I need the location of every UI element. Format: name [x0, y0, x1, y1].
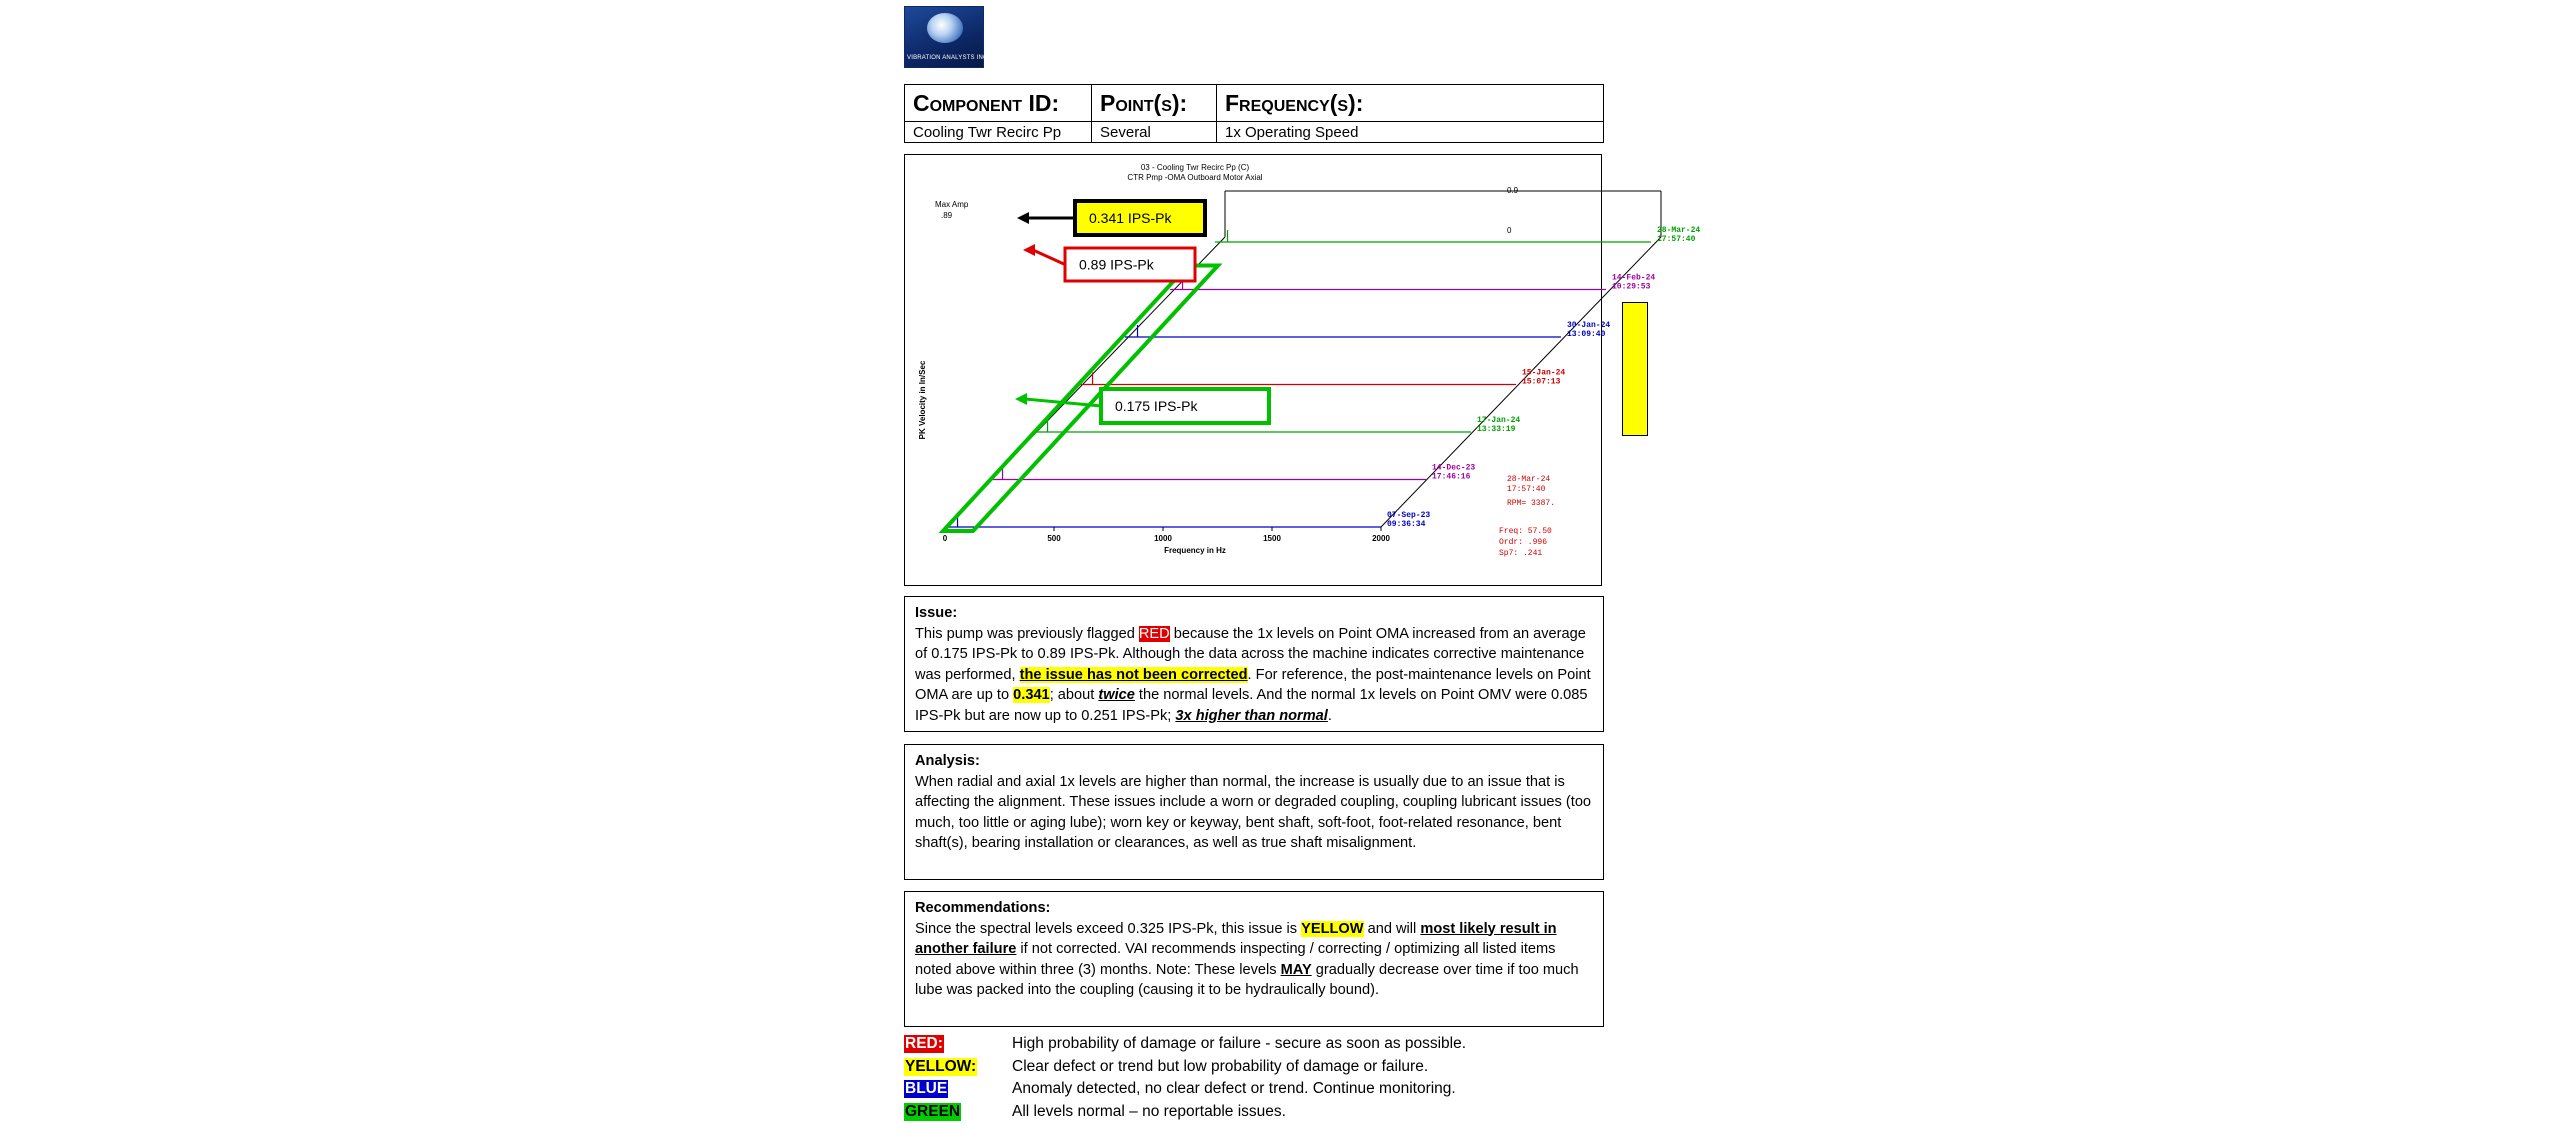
waterfall-svg [905, 155, 1701, 587]
points-value: Several [1092, 122, 1217, 143]
rec-yellow: YELLOW [1301, 920, 1364, 937]
legend-row-yellow [904, 1057, 1604, 1080]
rec-likely: most likely result in another failure [915, 920, 1557, 957]
header-table [904, 84, 1604, 143]
issue-not-corrected: the issue has not been corrected [1019, 666, 1248, 683]
x-tick-label-2: 1000 [1154, 534, 1172, 543]
x-axis-label: Frequency in Hz [1164, 546, 1226, 555]
rec-text: if not corrected. VAI recommends inspecting / correcting / optimizing all listed items noted above within three (3) months. Note: These levels [915, 941, 1556, 978]
cursor-ordr: Ordr: .996 [1499, 538, 1548, 547]
series-time-label-3: 15:07:13 [1522, 377, 1561, 387]
points-label: Point(s): [1092, 85, 1217, 122]
max-amp-label: Max Amp [935, 200, 969, 209]
callout-arrowhead-0 [1017, 212, 1029, 224]
series-time-label-0: 17:57:40 [1657, 235, 1696, 244]
legend-row-blue [904, 1079, 1604, 1102]
issue-text: . For reference, the post-maintenance levels on Point OMA are up to [915, 666, 1591, 703]
issue-text: ; about [1049, 687, 1099, 703]
cursor-freq: Freq: 57.50 [1499, 527, 1552, 536]
recommendations-body [915, 919, 1593, 1001]
cursor-rpm: RPM= 3387. [1507, 499, 1556, 508]
issue-text: This pump was previously flagged [915, 625, 1139, 642]
recommendations-section [904, 891, 1604, 1027]
recommendations-title: Recommendations: [915, 900, 1051, 916]
frequency-value: 1x Operating Speed [1217, 122, 1604, 143]
legend-desc-yellow: Clear defect or trend but low probability of damage or failure. [1012, 1057, 1429, 1075]
issue-red-flag: RED [1138, 625, 1170, 642]
cursor-date: 28-Mar-24 [1507, 475, 1551, 484]
rec-text: and will [1363, 920, 1421, 937]
issue-body [915, 624, 1593, 727]
series-time-label-5: 17:46:16 [1432, 472, 1471, 482]
rec-text: gradually decrease over time if too much lube was packed into the coupling (causing it to be hydraulically bound). [915, 961, 1579, 998]
scale-top-label: 0.9 [1507, 186, 1519, 195]
x-tick-label-0: 0 [942, 534, 948, 543]
rec-text: Since the spectral levels exceed 0.325 IPS-Pk, this issue is [915, 920, 1302, 937]
severity-legend [904, 1034, 1604, 1124]
issue-title: Issue: [915, 605, 958, 621]
issue-twice: twice [1098, 687, 1135, 703]
series-date-label-0: 28-Mar-24 [1657, 226, 1701, 235]
callout-text-2: 0.175 IPS-Pk [1115, 398, 1198, 414]
component-id-label: Component ID: [905, 85, 1092, 122]
legend-desc-blue: Anomaly detected, no clear defect or trend. Continue monitoring. [1012, 1080, 1456, 1097]
callout-arrowhead-2 [1015, 393, 1027, 405]
frequency-label: Frequency(s): [1217, 85, 1604, 122]
x-tick-label-4: 2000 [1372, 534, 1390, 543]
analysis-body: When radial and axial 1x levels are higher than normal, the increase is usually due to an issue that is affecting the alignment. These issues include a worn or degraded coupling, coupling lubricant issues (too much, too little or aging lube); worn key or keyway, bent shaft, soft-foot, foot-related resonance, bent shaft(s), bearing installation or clearances, as well as true shaft misalignment. [915, 773, 1592, 851]
issue-value: 0.341 [1013, 687, 1050, 703]
chart-title-line1: 03 - Cooling Twr Recirc Pp (C) [1140, 163, 1250, 172]
legend-tag-blue: BLUE [905, 1080, 948, 1097]
legend-tag-green: GREEN [905, 1102, 961, 1120]
issue-section [904, 596, 1604, 732]
issue-text: . [1327, 707, 1332, 724]
y-axis-label: PK Velocity in In/Sec [918, 360, 927, 440]
chart-title-line2: CTR Pmp -OMA Outboard Motor Axial [1127, 173, 1263, 182]
issue-text: because the 1x levels on Point OMA increased from an average of 0.175 IPS-Pk to 0.89 IPS-Pk. Although the data across the machine indicates corrective maintenance was performed, [915, 625, 1586, 683]
callout-arrow-line-1 [1033, 250, 1065, 265]
legend-tag-yellow: YELLOW: [905, 1057, 977, 1075]
callout-text-0: 0.341 IPS-Pk [1089, 210, 1172, 226]
legend-row-red [904, 1034, 1604, 1057]
waterfall-chart [904, 154, 1701, 586]
company-logo [904, 6, 988, 68]
issue-text: the normal levels. And the normal 1x levels on Point OMV were 0.085 IPS-Pk but are now up to 0.251 IPS-Pk; [915, 687, 1588, 724]
scale-zero-label: 0 [1507, 226, 1512, 235]
series-date-label-3: 15-Jan-24 [1522, 368, 1566, 378]
globe-icon [927, 13, 963, 43]
rec-may: MAY [1280, 961, 1312, 978]
series-date-label-6: 07-Sep-23 [1387, 511, 1431, 520]
series-time-label-2: 13:09:40 [1567, 330, 1606, 339]
x-tick-label-3: 1500 [1263, 534, 1281, 543]
component-id-value: Cooling Twr Recirc Pp [905, 122, 1092, 143]
cursor-time: 17:57:40 [1507, 485, 1546, 494]
legend-row-green [904, 1102, 1604, 1125]
issue-3x: 3x higher than normal [1175, 707, 1328, 724]
x-tick-label-1: 500 [1047, 534, 1061, 543]
analysis-title: Analysis: [915, 753, 980, 769]
series-time-label-6: 09:36:34 [1387, 520, 1426, 529]
legend-tag-red: RED: [905, 1035, 943, 1052]
series-time-label-1: 10:29:53 [1612, 282, 1651, 292]
cursor-sp: Sp7: .241 [1499, 549, 1543, 558]
severity-color-swatch [1622, 302, 1648, 436]
analysis-section [904, 744, 1604, 880]
series-date-label-4: 17-Jan-24 [1477, 416, 1521, 425]
callout-text-1: 0.89 IPS-Pk [1079, 256, 1154, 273]
max-amp-value: .89 [941, 211, 953, 220]
legend-desc-green: All levels normal – no reportable issues. [1012, 1102, 1286, 1120]
series-date-label-1: 14-Feb-24 [1612, 273, 1656, 283]
series-time-label-4: 13:33:19 [1477, 425, 1516, 434]
series-date-label-2: 30-Jan-24 [1567, 321, 1611, 330]
callout-arrowhead-1 [1023, 244, 1035, 256]
series-date-label-5: 14-Dec-23 [1432, 463, 1476, 473]
logo-text: VIBRATION ANALYSTS INC [907, 55, 988, 61]
legend-desc-red: High probability of damage or failure - secure as soon as possible. [1012, 1035, 1467, 1052]
